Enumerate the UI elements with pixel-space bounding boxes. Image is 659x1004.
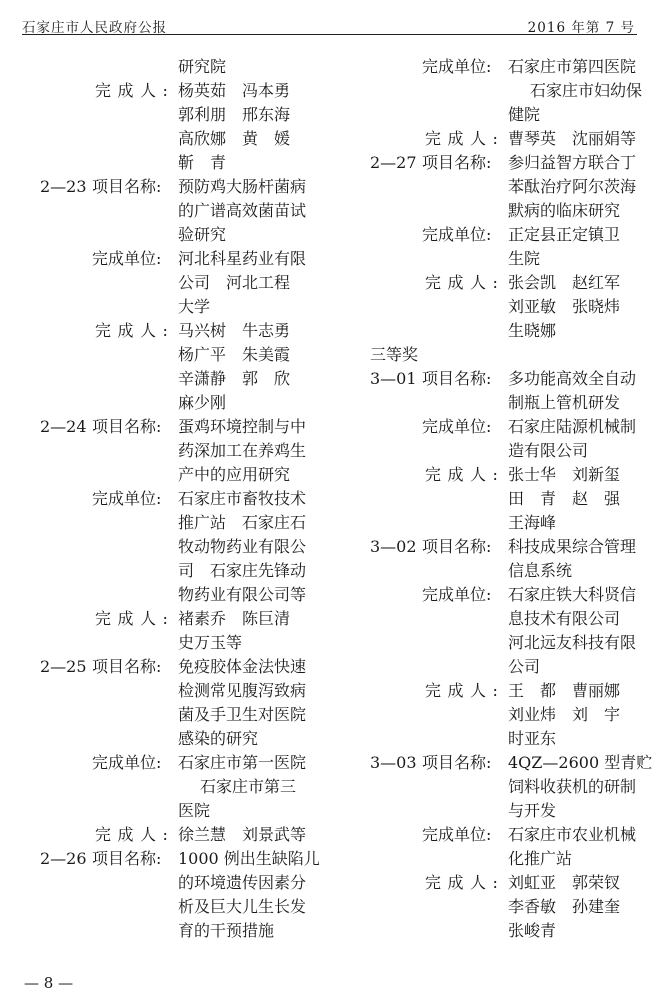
field-value: 推广站 石家庄石 [178,513,307,532]
issue-number: 2016 年第 7 号 [527,20,635,36]
field-label: 完成人: [425,465,505,484]
field-value: 析及巨大儿生长发 [178,897,307,916]
field-value: 石家庄市第四医院 [508,57,637,76]
text-line [370,511,650,535]
text-line [370,271,650,295]
field-label: 完成人: [425,129,505,148]
field-value: 健院 [508,105,541,124]
text-line [40,583,330,607]
text-line [370,247,650,271]
field-value: 生院 [508,249,541,268]
field-value: 张会凯 赵红军 [508,273,621,292]
text-line [40,151,330,175]
field-value: 生晓娜 [508,321,557,340]
text-line [370,343,650,367]
text-line [40,847,330,871]
field-value: 化推广站 [508,849,573,868]
text-line [40,367,330,391]
field-value: 李香敏 孙建奎 [508,897,621,916]
field-value: 史万玉等 [178,633,243,652]
field-value: 饲料收获机的研制 [508,777,637,796]
field-value: 与开发 [508,801,557,820]
text-line [40,463,330,487]
text-line [40,631,330,655]
text-line [40,271,330,295]
text-line [370,295,650,319]
text-line [370,751,653,775]
text-line [40,487,330,511]
text-line [40,535,330,559]
text-line [40,391,330,415]
text-line [370,103,650,127]
field-label: 完成人: [425,273,505,292]
text-line [370,703,650,727]
field-value: 菌及手卫生对医院 [178,705,307,724]
text-line [370,727,650,751]
text-line [40,703,330,727]
field-label: 项目名称: [422,369,492,388]
text-line [370,583,650,607]
field-value: 感染的研究 [178,729,259,748]
field-label: 项目名称: [92,177,162,196]
text-line [370,775,650,799]
text-line [370,391,650,415]
publication-title: 石家庄市人民政府公报 [22,20,167,36]
text-line [370,847,650,871]
field-label: 项目名称: [92,417,162,436]
field-value: 公司 河北工程 [178,273,291,292]
field-value: 石家庄市农业机械 [508,825,637,844]
text-line [40,127,330,151]
field-value: 郭利朋 邢东海 [178,105,291,124]
field-value: 王 都 曹丽娜 [508,681,621,700]
field-value: 科技成果综合管理 [508,537,637,556]
text-line [370,439,650,463]
field-label: 完成单位: [422,585,492,604]
text-line [370,367,650,391]
field-value: 公司 [508,657,541,676]
field-value: 大学 [178,297,211,316]
section-heading: 三等奖 [370,345,419,364]
field-value: 王海峰 [508,513,557,532]
field-label: 项目名称: [422,153,492,172]
field-label: 项目名称: [422,753,492,772]
text-line [40,919,330,943]
text-line [40,247,330,271]
text-line [40,799,330,823]
text-line [40,727,330,751]
page-number: — 8 — [24,974,74,992]
text-line [40,511,330,535]
field-value: 石家庄市畜牧技术 [178,489,307,508]
text-line [40,871,330,895]
text-line [370,319,650,343]
field-value: 石家庄市第三 [200,777,297,796]
field-value: 正定县正定镇卫 [508,225,621,244]
field-label: 完成单位: [92,249,162,268]
text-line [370,631,650,655]
text-line [40,415,330,439]
field-value: 杨广平 朱美霞 [178,345,291,364]
field-value: 检测常见腹泻致病 [178,681,307,700]
text-line [40,751,330,775]
field-value: 药深加工在养鸡生 [178,441,307,460]
field-value: 麻少刚 [178,393,227,412]
field-value: 研究院 [178,57,227,76]
field-value: 司 石家庄先锋动 [178,561,307,580]
field-label: 项目名称: [92,849,162,868]
field-value: 的广谱高效菌苗试 [178,201,307,220]
field-label: 完成人: [95,609,175,628]
field-value: 息技术有限公司 [508,609,621,628]
text-line [40,679,330,703]
field-label: 完成人: [95,81,175,100]
field-value: 张士华 刘新玺 [508,465,621,484]
text-line [40,559,330,583]
text-line [40,775,330,799]
text-line [370,55,650,79]
field-value: 杨英茹 冯本勇 [178,81,291,100]
text-line [370,871,650,895]
text-line [40,319,330,343]
field-value: 田 青 赵 强 [508,489,621,508]
field-value: 河北远友科技有限 [508,633,637,652]
field-value: 刘亚敏 张晓炜 [508,297,621,316]
field-value: 信息系统 [508,561,573,580]
field-value: 时亚东 [508,729,557,748]
field-value: 蛋鸡环境控制与中 [178,417,307,436]
page-header [22,12,637,35]
text-line [370,415,650,439]
field-value: 预防鸡大肠杆菌病 [178,177,307,196]
text-line [370,223,650,247]
field-value: 4QZ—2600 型青贮 [508,753,653,772]
field-value: 高欣娜 黄 媛 [178,129,291,148]
item-number: 3—03 [370,753,417,772]
field-value: 医院 [178,801,211,820]
field-value: 产中的应用研究 [178,465,291,484]
field-value: 苯酞治疗阿尔茨海 [508,177,637,196]
field-value: 曹琴英 沈丽娟等 [508,129,637,148]
text-line [370,463,650,487]
text-line [370,175,650,199]
text-line [40,295,330,319]
text-line [40,55,330,79]
field-value: 牧动物药业有限公 [178,537,307,556]
item-number: 2—25 [40,657,87,676]
field-value: 制瓶上管机研发 [508,393,621,412]
field-value: 靳 青 [178,153,227,172]
item-number: 3—01 [370,369,417,388]
field-label: 完成单位: [422,825,492,844]
field-value: 1000 例出生缺陷儿 [178,849,320,868]
text-line [370,535,650,559]
text-line [370,823,650,847]
text-line [370,607,650,631]
item-number: 2—24 [40,417,87,436]
field-value: 辛潇静 郭 欣 [178,369,291,388]
field-value: 刘虹亚 郭荣钗 [508,873,621,892]
text-line [370,487,650,511]
text-line [370,79,650,103]
text-line [40,655,330,679]
field-value: 验研究 [178,225,227,244]
text-line [370,199,650,223]
text-line [370,919,650,943]
text-line [370,151,650,175]
field-value: 石家庄铁大科贤信 [508,585,637,604]
text-line [40,607,330,631]
item-number: 3—02 [370,537,417,556]
field-value: 徐兰慧 刘景武等 [178,825,307,844]
field-label: 完成人: [95,825,175,844]
text-line [370,559,650,583]
left-column [40,55,330,943]
item-number: 2—27 [370,153,417,172]
field-value: 参归益智方联合丁 [508,153,637,172]
text-line [40,103,330,127]
text-line [40,343,330,367]
field-value: 造有限公司 [508,441,589,460]
field-label: 完成单位: [422,417,492,436]
field-value: 免疫胶体金法快速 [178,657,307,676]
field-value: 褚素乔 陈巨清 [178,609,291,628]
text-line [40,223,330,247]
text-line [370,127,650,151]
field-value: 刘业炜 刘 宇 [508,705,621,724]
text-line [370,895,650,919]
field-value: 石家庄市第一医院 [178,753,307,772]
item-number: 2—23 [40,177,87,196]
text-line [370,799,650,823]
field-label: 完成单位: [422,225,492,244]
field-label: 完成人: [95,321,175,340]
field-value: 张峻青 [508,921,557,940]
text-line [40,823,330,847]
text-line [40,175,330,199]
field-label: 完成单位: [92,753,162,772]
field-value: 物药业有限公司等 [178,585,307,604]
text-line [40,439,330,463]
field-value: 默病的临床研究 [508,201,621,220]
item-number: 2—26 [40,849,87,868]
field-label: 完成单位: [422,57,492,76]
field-label: 完成单位: [92,489,162,508]
field-value: 多功能高效全自动 [508,369,637,388]
field-value: 石家庄陆源机械制 [508,417,637,436]
field-label: 项目名称: [92,657,162,676]
field-label: 完成人: [425,681,505,700]
right-column [370,55,653,943]
field-value: 马兴树 牛志勇 [178,321,291,340]
text-line [40,79,330,103]
text-line [370,655,650,679]
text-line [40,199,330,223]
text-line [370,679,650,703]
field-value: 育的干预措施 [178,921,275,940]
text-line [40,895,330,919]
field-value: 河北科星药业有限 [178,249,307,268]
field-label: 完成人: [425,873,505,892]
field-label: 项目名称: [422,537,492,556]
field-value: 石家庄市妇幼保 [530,81,643,100]
field-value: 的环境遗传因素分 [178,873,307,892]
